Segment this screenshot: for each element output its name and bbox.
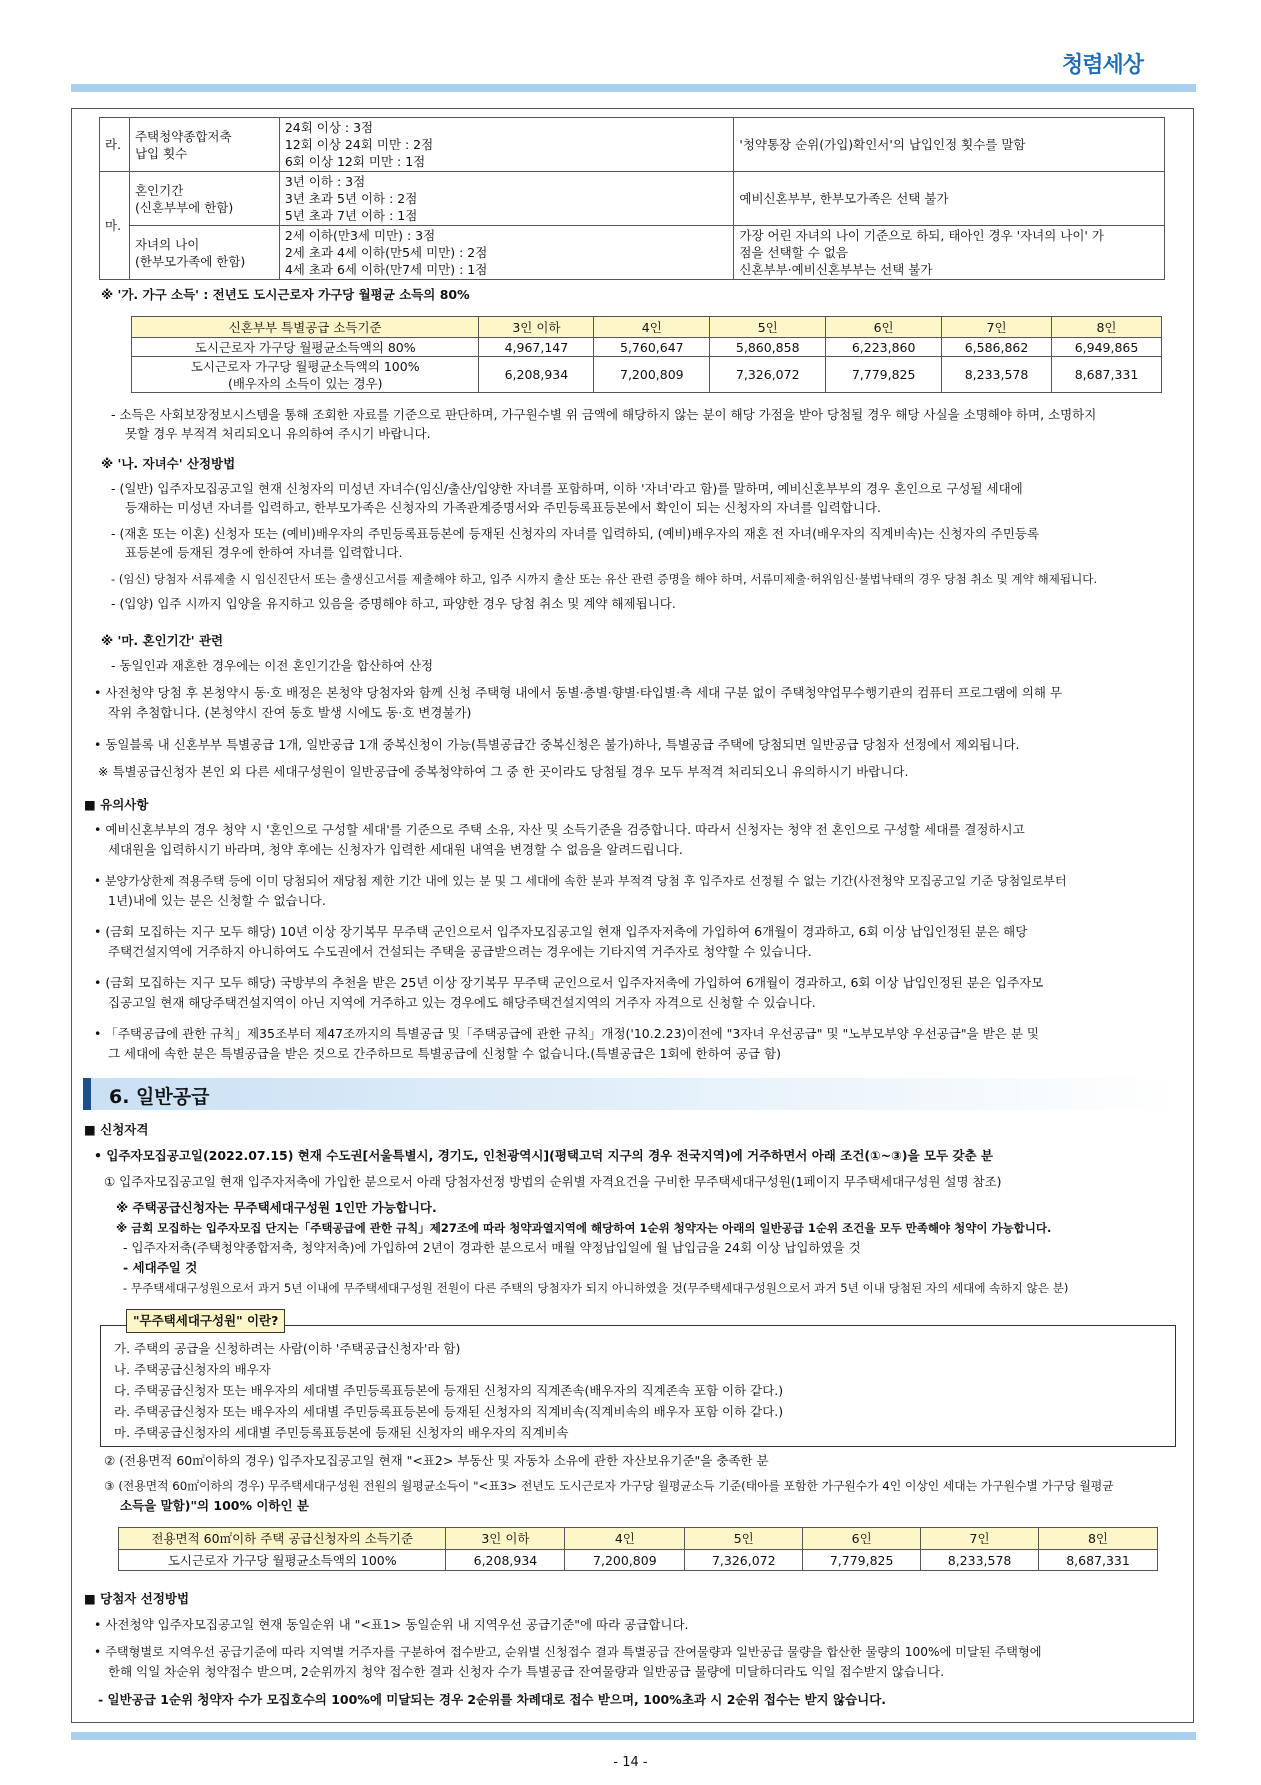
table-cell: 6,208,934 — [479, 357, 594, 393]
text-line: ※ 금회 모집하는 입주자모집 단지는「주택공급에 관한 규칙」제27조에 따라 청약과열지역에 해당하여 1순위 청약자는 아래의 일반공급 1순위 조건을 모두 만족해야 청약이 가능합니다. — [116, 1221, 1052, 1235]
table-cell: 7,326,072 — [710, 357, 826, 393]
text-line: • 예비신혼부부의 경우 청약 시 '혼인으로 구성할 세대'를 기준으로 주택 소유, 자산 및 소득기준을 검증합니다. 따라서 신청자는 청약 전 혼인으로 구성할 세대를 결정하시고 — [94, 822, 1025, 837]
table-cell: 8,233,578 — [921, 1550, 1039, 1571]
text-line: 집공고일 현재 해당주택건설지역이 아닌 지역에 거주하고 있는 경우에도 해당주택건설지역의 거주자 자격으로 신청할 수 있습니다. — [108, 995, 816, 1010]
table-row — [132, 338, 1162, 357]
top-divider — [71, 84, 1196, 92]
subheading: ■ 신청자격 — [84, 1122, 149, 1137]
score-cell: 3년 이하 : 3점 3년 초과 5년 이하 : 2점 5년 초과 7년 이하 : 1점 — [279, 172, 734, 226]
section-header — [83, 1078, 1183, 1110]
text-line: • 주택형별로 지역우선 공급기준에 따라 지역별 거주자를 구분하여 접수받고, 순위별 신청접수 결과 특별공급 잔여물량과 일반공급 물량을 합산한 물량의 100%에 미달된 주택형에 — [94, 1645, 1042, 1659]
bottom-divider — [71, 1732, 1196, 1740]
text-line: • 「주택공급에 관한 규칙」제35조부터 제47조까지의 특별공급 및「주택공급에 관한 규칙」개정('10.2.23)이전에 "3자녀 우선공급" 및 "노부모부양 우선공급"을 받은 분 및 — [94, 1026, 1039, 1041]
definition-line: 나. 주택공급신청자의 배우자 — [114, 1362, 271, 1377]
text-line: • (금회 모집하는 지구 모두 해당) 10년 이상 장기복무 무주택 군인으로서 입주자모집공고일 현재 입주자저축에 가입하여 6개월이 경과하고, 6회 이상 납입인정된 분은 해당 — [94, 924, 1028, 939]
page-number: - 14 - — [613, 1755, 648, 1770]
definition-line: 마. 주택공급신청자의 세대별 주민등록표등본에 등재된 신청자의 배우자의 직계비속 — [114, 1425, 569, 1440]
text-line: 소득을 말함)"의 100% 이하인 분 — [120, 1498, 309, 1513]
definition-title: "무주택세대구성원" 이란? — [126, 1309, 285, 1333]
logo — [1062, 48, 1143, 79]
column-header: 7인 — [942, 317, 1052, 338]
text-line: 그 세대에 속한 분은 특별공급을 받은 것으로 간주하므로 특별공급에 신청할 수 없습니다.(특별공급은 1회에 한하여 공급 함) — [108, 1046, 781, 1061]
text-line: • 사전청약 입주자모집공고일 현재 동일순위 내 "<표1> 동일순위 내 지역우선 공급기준"에 따라 공급합니다. — [94, 1617, 689, 1632]
income-table-2 — [118, 1527, 1158, 1571]
table-cell: 7,200,809 — [594, 357, 710, 393]
column-header: 신혼부부 특별공급 소득기준 — [132, 317, 479, 338]
table-cell: 8,687,331 — [1039, 1550, 1158, 1571]
text-line: 세대원을 입력하시기 바라며, 청약 후에는 신청자가 입력한 세대원 내역을 변경할 수 없음을 알려드립니다. — [108, 842, 683, 857]
column-header: 6인 — [826, 317, 942, 338]
column-header: 8인 — [1039, 1528, 1158, 1550]
income-table-1 — [131, 316, 1162, 393]
table-cell: 6,586,862 — [942, 338, 1052, 357]
table-row — [132, 357, 1162, 393]
note-cell: 가장 어린 자녀의 나이 기준으로 하되, 태아인 경우 '자녀의 나이' 가 점을 선택할 수 없음 신혼부부·예비신혼부부는 선택 불가 — [734, 226, 1165, 280]
text-line: - 세대주일 것 — [123, 1260, 198, 1275]
text-line: - 소득은 사회보장정보시스템을 통해 조회한 자료를 기준으로 판단하며, 가구원수별 위 금액에 해당하지 않는 분이 해당 가점을 받아 당첨될 경우 해당 사실을 소명해야 하며, 소명하지 — [111, 407, 1097, 422]
subheading: ※ '마. 혼인기간' 관련 — [101, 633, 224, 648]
table-cell: 6,208,934 — [446, 1550, 565, 1571]
text-line: • (금회 모집하는 지구 모두 해당) 국방부의 추천을 받은 25년 이상 장기복무 무주택 군인으로서 입주자저축에 가입하여 6개월이 경과하고, 6회 이상 납입인정된 분은 입주자모 — [94, 975, 1044, 990]
subheading: ■ 당첨자 선정방법 — [84, 1591, 190, 1606]
item-label: 혼인기간 (신혼부부에 한함) — [129, 172, 279, 226]
text-line: ※ 특별공급신청자 본인 외 다른 세대구성원이 일반공급에 중복청약하여 그 중 한 곳이라도 당첨될 경우 모두 부적격 처리되오니 유의하시기 바랍니다. — [98, 764, 909, 779]
logo-text: 청렴세상 — [1062, 53, 1144, 78]
table-cell: 7,200,809 — [565, 1550, 685, 1571]
column-header: 전용면적 60㎡이하 주택 공급신청자의 소득기준 — [119, 1528, 446, 1550]
definition-line: 라. 주택공급신청자 또는 배우자의 세대별 주민등록표등본에 등재된 신청자의 직계비속(직계비속의 배우자 포함 이하 같다.) — [114, 1404, 784, 1419]
table-cell: 5,760,647 — [594, 338, 710, 357]
text-line: ① 입주자모집공고일 현재 입주자저축에 가입한 분으로서 아래 당첨자선정 방법의 순위별 자격요건을 구비한 무주택세대구성원(1페이지 무주택세대구성원 설명 참조) — [104, 1174, 1002, 1189]
text-line: • 분양가상한제 적용주택 등에 이미 당첨되어 재당첨 제한 기간 내에 있는 분 및 그 세대에 속한 분과 부적격 당첨 후 입주자로 선정될 수 없는 기간(사전청약 모집공고일 기준 당첨일로부터 — [94, 874, 1067, 888]
text-line: - (일반) 입주자모집공고일 현재 신청자의 미성년 자녀수(임신/출산/입양한 자녀를 포함하며, 이하 '자녀'라고 함)를 말하며, 예비신혼부부의 경우 혼인으로 구성될 세대에 — [111, 481, 1023, 496]
column-header: 8인 — [1052, 317, 1162, 338]
text-line: 못할 경우 부적격 처리되오니 유의하여 주시기 바랍니다. — [125, 426, 431, 441]
table-cell: 5,860,858 — [710, 338, 826, 357]
column-header: 6인 — [803, 1528, 921, 1550]
text-line: ③ (전용면적 60㎡이하의 경우) 무주택세대구성원 전원의 월평균소득이 "<표3> 전년도 도시근로자 가구당 월평균소득 기준(태아를 포함한 가구원수가 4인 이상인 세대는 가구원수별 가구당 월평균 — [104, 1479, 1114, 1493]
table-cell: 7,326,072 — [685, 1550, 803, 1571]
table-cell: 8,687,331 — [1052, 357, 1162, 393]
note-cell: '청약통장 순위(가입)확인서'의 납입인정 횟수를 말함 — [734, 118, 1165, 172]
text-line: 표등본에 등재된 경우에 한하여 자녀를 입력합니다. — [125, 545, 403, 560]
row-label: 도시근로자 가구당 월평균소득액의 100% — [119, 1550, 446, 1571]
column-header: 5인 — [710, 317, 826, 338]
criteria-table — [99, 117, 1165, 280]
header-row — [119, 1528, 1158, 1550]
text-line: 작위 추첨합니다. (본청약시 잔여 동호 발생 시에도 동·호 변경불가) — [108, 705, 472, 720]
table-cell: 4,967,147 — [479, 338, 594, 357]
note-cell: 예비신혼부부, 한부모가족은 선택 불가 — [734, 172, 1165, 226]
table-row — [119, 1550, 1158, 1571]
text-line: ※ 주택공급신청자는 무주택세대구성원 1인만 가능합니다. — [116, 1200, 437, 1215]
item-label: 주택청약종합저축 납입 횟수 — [129, 118, 279, 172]
text-line: 한해 익일 차순위 청약접수 받으며, 2순위까지 청약 접수한 결과 신청자 수가 특별공급 잔여물량과 일반공급 물량에 미달하더라도 익일 접수받지 않습니다. — [108, 1664, 945, 1679]
row-label: 도시근로자 가구당 월평균소득액의 80% — [132, 338, 479, 357]
column-header: 5인 — [685, 1528, 803, 1550]
text-line: - (입양) 입주 시까지 입양을 유지하고 있음을 증명해야 하고, 파양한 경우 당첨 취소 및 계약 해제됩니다. — [111, 596, 676, 611]
column-header: 4인 — [594, 317, 710, 338]
table-cell: 7,779,825 — [826, 357, 942, 393]
text-line: ② (전용면적 60㎡이하의 경우) 입주자모집공고일 현재 "<표2> 부동산 및 자동차 소유에 관한 자산보유기준"을 충족한 분 — [104, 1453, 769, 1468]
section-bar — [83, 1078, 91, 1110]
text-line: - 입주자저축(주택청약종합저축, 청약저축)에 가입하여 2년이 경과한 분으로서 매월 약정납입일에 월 납입금을 24회 이상 납입하였을 것 — [123, 1240, 861, 1255]
table-row — [100, 226, 1165, 280]
section-title: 6. 일반공급 — [109, 1086, 210, 1108]
column-header: 3인 이하 — [446, 1528, 565, 1550]
table-row — [100, 172, 1165, 226]
column-header: 3인 이하 — [479, 317, 594, 338]
definition-line: 가. 주택의 공급을 신청하려는 사람(이하 '주택공급신청자'라 함) — [114, 1341, 461, 1356]
text-line: • 입주자모집공고일(2022.07.15) 현재 수도권[서울특별시, 경기도, 인천광역시](평택고덕 지구의 경우 전국지역)에 거주하면서 아래 조건(①~③)을 모두 갖춘 분 — [94, 1148, 993, 1163]
note-a-title: ※ '가. 가구 소득' : 전년도 도시근로자 가구당 월평균 소득의 80% — [101, 287, 470, 302]
definition-line: 다. 주택공급신청자 또는 배우자의 세대별 주민등록표등본에 등재된 신청자의 직계존속(배우자의 직계존속 포함 이하 같다.) — [114, 1383, 784, 1398]
text-line: - (임신) 당첨자 서류제출 시 임신진단서 또는 출생신고서를 제출해야 하고, 입주 시까지 출산 또는 유산 관련 증명을 해야 하며, 서류미제출·허위임신·불법낙태의 경우 당첨 취소 및 계약 해제됩니다. — [111, 572, 1098, 586]
text-line: - 무주택세대구성원으로서 과거 5년 이내에 무주택세대구성원 전원이 다른 주택의 당첨자가 되지 아니하였을 것(무주택세대구성원으로서 과거 5년 이내 당첨된 자의 세대에 속하지 않은 분) — [123, 1281, 1069, 1295]
column-header: 4인 — [565, 1528, 685, 1550]
item-label: 자녀의 나이 (한부모가족에 한함) — [129, 226, 279, 280]
group-label: 마. — [100, 172, 130, 280]
subheading: ※ '나. 자녀수' 산정방법 — [101, 456, 236, 471]
subheading: ■ 유의사항 — [84, 797, 149, 812]
text-line: • 동일블록 내 신혼부부 특별공급 1개, 일반공급 1개 중복신청이 가능(특별공급간 중복신청은 불가)하나, 특별공급 주택에 당첨되면 일반공급 당첨자 선정에서 제외됩니다. — [94, 737, 1020, 752]
text-line: 등재하는 미성년 자녀를 입력하고, 한부모가족은 신청자의 가족관계증명서와 주민등록표등본에서 확인이 되는 신청자의 자녀를 입력합니다. — [125, 500, 881, 515]
table-cell: 7,779,825 — [803, 1550, 921, 1571]
score-cell: 24회 이상 : 3점 12회 이상 24회 미만 : 2점 6회 이상 12회 미만 : 1점 — [279, 118, 734, 172]
text-line: 1년)내에 있는 분은 신청할 수 없습니다. — [108, 893, 326, 908]
group-label: 라. — [100, 118, 130, 172]
text-line: - 일반공급 1순위 청약자 수가 모집호수의 100%에 미달되는 경우 2순위를 차례대로 접수 받으며, 100%초과 시 2순위 접수는 받지 않습니다. — [98, 1692, 887, 1707]
score-cell: 2세 이하(만3세 미만) : 3점 2세 초과 4세 이하(만5세 미만) : 2점 4세 초과 6세 이하(만7세 미만) : 1점 — [279, 226, 734, 280]
text-line: • 사전청약 당첨 후 본청약시 동·호 배정은 본청약 당첨자와 함께 신청 주택형 내에서 동별·층별·향별·타입별·측 세대 구분 없이 주택청약업무수행기관의 컴퓨터 프로그램에 의해 무 — [94, 685, 1063, 700]
text-line: - (재혼 또는 이혼) 신청자 또는 (예비)배우자의 주민등록표등본에 등재된 신청자의 자녀를 입력하되, (예비)배우자의 재혼 전 자녀(배우자의 직계비속)는 신청자의 주민등록 — [111, 526, 1040, 541]
table-cell: 6,949,865 — [1052, 338, 1162, 357]
text-line: 주택건설지역에 거주하지 아니하여도 수도권에서 건설되는 주택을 공급받으려는 경우에는 기타지역 거주자로 청약할 수 있습니다. — [108, 944, 812, 959]
header-row — [132, 317, 1162, 338]
row-label: 도시근로자 가구당 월평균소득액의 100% (배우자의 소득이 있는 경우) — [132, 357, 479, 393]
table-cell: 8,233,578 — [942, 357, 1052, 393]
table-row — [100, 118, 1165, 172]
text-line: - 동일인과 재혼한 경우에는 이전 혼인기간을 합산하여 산정 — [111, 658, 434, 673]
table-cell: 6,223,860 — [826, 338, 942, 357]
column-header: 7인 — [921, 1528, 1039, 1550]
